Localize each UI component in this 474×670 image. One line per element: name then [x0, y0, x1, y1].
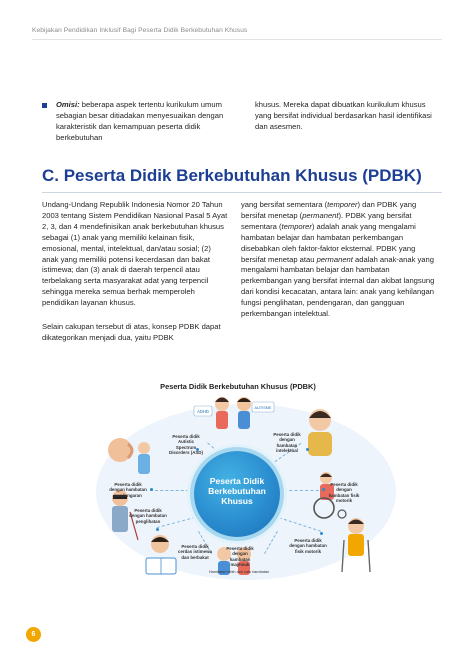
category-physical-1: Peserta didik dengan hambatan fisik motorik	[328, 482, 360, 504]
category-hearing: Peserta didik dengan hambatan pendengaran	[109, 482, 147, 498]
category-dot	[320, 532, 323, 535]
header-rule	[32, 39, 442, 40]
pdbk-diagram	[72, 382, 404, 582]
body-paragraph-3: yang bersifat sementara (temporer) dan PDBK yang bersifat menetap (permanent). PDBK yang bersifat sementara (temporer) adalah anak yang mengalami hambatan belajar dan hambatan perkembangan disebabkan oleh faktor-faktor eksternal. PDBK yang bersifat menetap atau permanent adalah anak-anak yang mengalami hambatan belajar dan hambatan perkembangan yang bersifat internal dan akibat langsung dari kondisi kecacatan, antara lain: anak yang kehilangan fungsi penglihatan, pendengaran, dan gangguan perkembangan intelektual.	[241, 200, 435, 319]
category-gifted: Peserta didik cerdas istimewa dan berbakat	[178, 544, 212, 560]
body-paragraph-1: Undang-Undang Republik Indonesia Nomor 20 Tahun 2003 tentang Sistem Pendidikan Nasional Pasal 5 Ayat 2, 3, dan 4 mendefinisikan anak berkebutuhan khusus sebagai (1) anak yang memiliki kelainan fisik, emosional, mental, intelektual, dan/atau sosial; (2) anak yang memiliki potensi kecerdasan dan bakat istimewa; dan (3) anak di daerah terpencil atau terbelakang serta masyarakat adat yang terpencil sehingga mereka semua berhak memperoleh pendidikan layanan khusus.	[42, 200, 228, 308]
category-dot	[150, 488, 153, 491]
bullet-square	[42, 103, 47, 108]
diagram-title: Peserta Didik Berkebutuhan Khusus (PDBK)	[160, 382, 316, 391]
category-physical-2: Peserta didik dengan hambatan fisik motorik	[289, 538, 327, 554]
body-left-column	[42, 200, 228, 309]
center-label: Peserta Didik Berkebutuhan Khusus	[208, 476, 266, 507]
body-left-column-2	[42, 322, 228, 344]
student-physical-illustration	[336, 516, 376, 574]
page-number: 6	[26, 627, 41, 642]
student-intellectual-illustration	[298, 402, 342, 458]
category-intellectual: Peserta didik dengan hambatan intelektual	[273, 432, 301, 454]
category-dot	[156, 528, 159, 531]
category-multiple-note: Hambatan lebih dari satu hambatan	[208, 570, 270, 574]
category-visual: Peserta didik dengan hambatan penglihatan	[129, 508, 167, 524]
autisme-card: AUTISME	[254, 406, 272, 410]
omisi-right-text: khusus. Mereka dapat dibuatkan kurikulum khusus yang bersifat individual berdasarkan hasil identifikasi dan asesmen.	[255, 100, 432, 131]
section-rule	[42, 192, 442, 193]
omisi-right	[255, 100, 435, 133]
body-right-column	[241, 200, 441, 320]
category-dot	[306, 448, 309, 451]
category-asd: Peserta didik Autistic Spectrum Disorders (ASD)	[169, 434, 203, 456]
body-paragraph-2: Selain cakupan tersebut di atas, konsep PDBK dapat dikategorikan menjadi dua, yaitu PDBK	[42, 322, 221, 342]
omisi-left	[56, 100, 236, 144]
omisi-left-text: beberapa aspek tertentu kurikulum umum sebagian besar ditiadakan menyesuaikan dengan karakteristik dan kemampuan peserta didik berkebutuhan	[56, 100, 224, 142]
student-hearing-illustration	[106, 426, 156, 484]
section-title: C. Peserta Didik Berkebutuhan Khusus (PDBK)	[42, 166, 422, 185]
adhd-card: ADHD	[197, 409, 209, 414]
student-asd-illustration	[192, 390, 282, 448]
category-dot	[322, 488, 325, 491]
omisi-term: Omisi:	[56, 100, 80, 109]
category-multiple: Peserta didik dengan hambatan majemuk	[226, 546, 254, 568]
running-header: Kebijakan Pendidikan Inklusif Bagi Peserta Didik Berkebutuhan Khusus	[32, 27, 248, 34]
center-circle	[194, 451, 280, 537]
connector-line	[150, 490, 194, 491]
omisi-paragraph	[56, 100, 236, 144]
